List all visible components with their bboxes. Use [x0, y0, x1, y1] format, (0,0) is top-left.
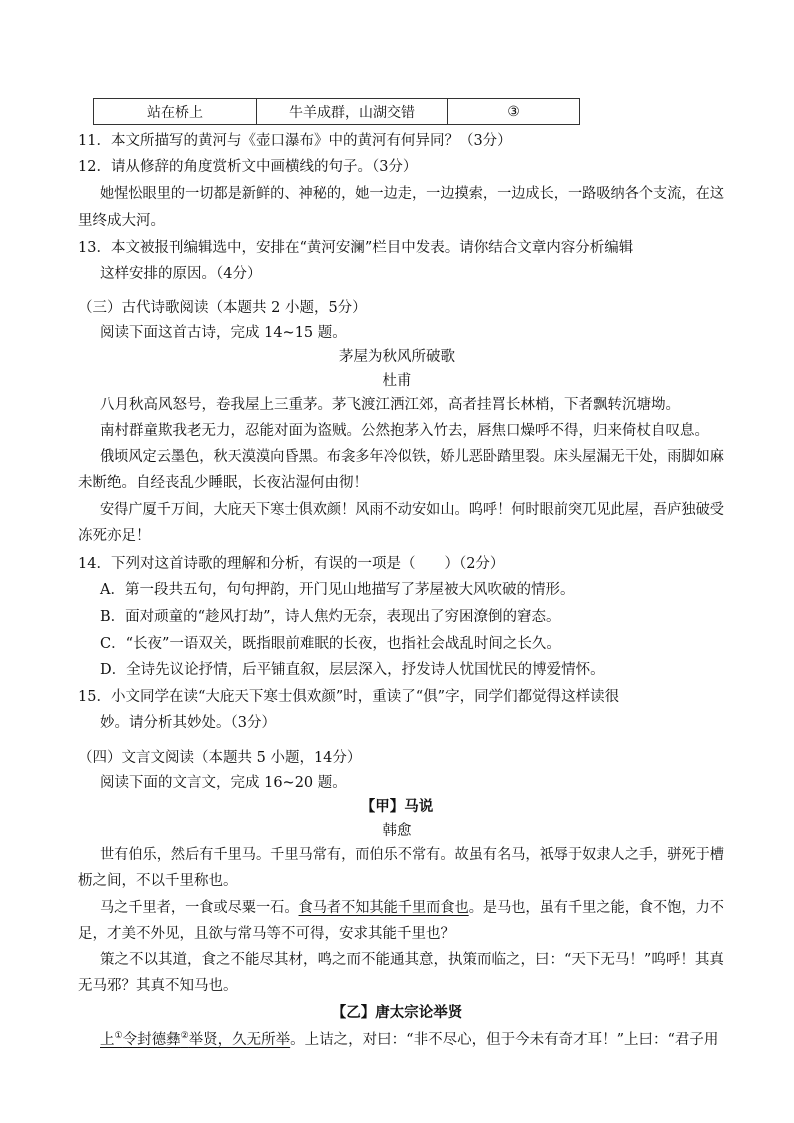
text-a-title: 【甲】马说 — [360, 798, 434, 815]
text-a-para-2-cont: 足，才美不外见，且欲与常马等不可得，安求其能千里也？ — [78, 926, 455, 942]
question-15-cont: 妙。请分析其妙处。（3分） — [100, 715, 276, 731]
quoted-sentence-cont: 里终成大河。 — [78, 213, 165, 229]
question-14: 14．下列对这首诗歌的理解和分析，有误的一项是（ ）（2分） — [78, 556, 505, 572]
text-b-para-1 — [100, 1030, 718, 1050]
poem-stanza-4-cont: 冻死亦足！ — [78, 528, 151, 544]
underlined-sentence — [100, 1032, 290, 1048]
question-13: 13．本文被报刊编辑选中，安排在“黄河安澜”栏目中发表。请你结合文章内容分析编辑 — [78, 240, 634, 256]
text-segment: 令封德彝 — [122, 1032, 181, 1048]
text-a-author: 韩愈 — [382, 823, 412, 839]
quoted-sentence: 她惺忪眼里的一切都是新鲜的、神秘的，她一边走，一边摸索，一边成长，一路吸纳各个支流，在这 — [100, 186, 724, 202]
poem-title: 茅屋为秋风所破歌 — [339, 349, 455, 365]
text-a-para-1-cont: 枥之间，不以千里称也。 — [78, 873, 238, 889]
poem-stanza-3: 俄顷风定云墨色，秋天漠漠向昏黑。布衾多年冷似铁，娇儿恶卧踏里裂。床头屋漏无干处，雨脚如麻 — [100, 449, 724, 465]
footnote-marker: ① — [114, 1031, 123, 1042]
section-3-heading: （三）古代诗歌阅读（本题共 2 小题，5分） — [78, 300, 367, 316]
text-segment: 。是马也，虽有千里之能，食不饱，力不 — [468, 900, 724, 916]
text-a-para-3-cont: 无马邪？其真不知马也。 — [78, 978, 238, 994]
option-b: B．面对顽童的“趁风打劫”，诗人焦灼无奈，表现出了穷困潦倒的窘态。 — [100, 609, 561, 625]
question-11: 11．本文所描写的黄河与《壶口瀑布》中的黄河有何异同？（3分） — [78, 133, 512, 149]
underlined-sentence: 食马者不知其能千里而食也 — [298, 900, 469, 916]
question-12: 12．请从修辞的角度赏析文中画横线的句子。（3分） — [78, 159, 418, 175]
answer-table — [93, 98, 580, 125]
text-a-para-2 — [100, 898, 724, 918]
table-cell: 站在桥上 — [94, 99, 257, 125]
table-cell: ③ — [448, 99, 580, 125]
section-4-heading: （四）文言文阅读（本题共 5 小题，14分） — [78, 750, 362, 766]
footnote-marker: ② — [180, 1031, 189, 1042]
option-a: A．第一段共五句，句句押韵，开门见山地描写了茅屋被大风吹破的情形。 — [100, 582, 575, 598]
option-d: D．全诗先议论抒情，后平铺直叙，层层深入，抒发诗人忧国忧民的博爱情怀。 — [100, 662, 605, 678]
text-a-para-3: 策之不以其道，食之不能尽其材，鸣之而不能通其意，执策而临之，曰：“天下无马！”呜呼！其真 — [100, 952, 724, 968]
text-a-para-1: 世有伯乐，然后有千里马。千里马常有，而伯乐不常有。故虽有名马，祇辱于奴隶人之手，骈死于槽 — [100, 847, 724, 863]
text-segment: 上 — [100, 1032, 115, 1048]
table-cell: 牛羊成群，山湖交错 — [257, 99, 448, 125]
poem-stanza-1: 八月秋高风怒号，卷我屋上三重茅。茅飞渡江洒江郊，高者挂罥长林梢，下者飘转沉塘坳。 — [100, 397, 680, 413]
poem-stanza-2: 南村群童欺我老无力，忍能对面为盗贼。公然抱茅入竹去，唇焦口燥呼不得，归来倚杖自叹息。 — [100, 423, 709, 439]
question-15: 15．小文同学在读“大庇天下寒士俱欢颜”时，重读了“俱”字，同学们都觉得这样读很 — [78, 689, 620, 705]
section-4-intro: 阅读下面的文言文，完成 16~20 题。 — [100, 775, 347, 791]
option-c: C．“长夜”一语双关，既指眼前难眠的长夜，也指社会战乱时间之长久。 — [100, 636, 561, 652]
text-segment: 马之千里者，一食或尽粟一石。 — [100, 900, 299, 916]
text-b-title: 【乙】唐太宗论举贤 — [331, 1004, 463, 1021]
section-3-intro: 阅读下面这首古诗，完成 14~15 题。 — [100, 325, 347, 341]
poem-author: 杜甫 — [382, 373, 412, 389]
text-segment: 。上诘之，对曰：“非不尽心，但于今未有奇才耳！”上曰：“君子用 — [290, 1032, 719, 1048]
text-segment: 举贤，久无所举 — [188, 1032, 291, 1048]
question-13-cont: 这样安排的原因。（4分） — [100, 266, 262, 282]
poem-stanza-3-cont: 未断绝。自经丧乱少睡眠，长夜沾湿何由彻！ — [78, 475, 368, 491]
table-row — [94, 99, 580, 125]
poem-stanza-4: 安得广厦千万间，大庇天下寒士俱欢颜！风雨不动安如山。呜呼！何时眼前突兀见此屋，吾庐独破受 — [100, 502, 724, 518]
